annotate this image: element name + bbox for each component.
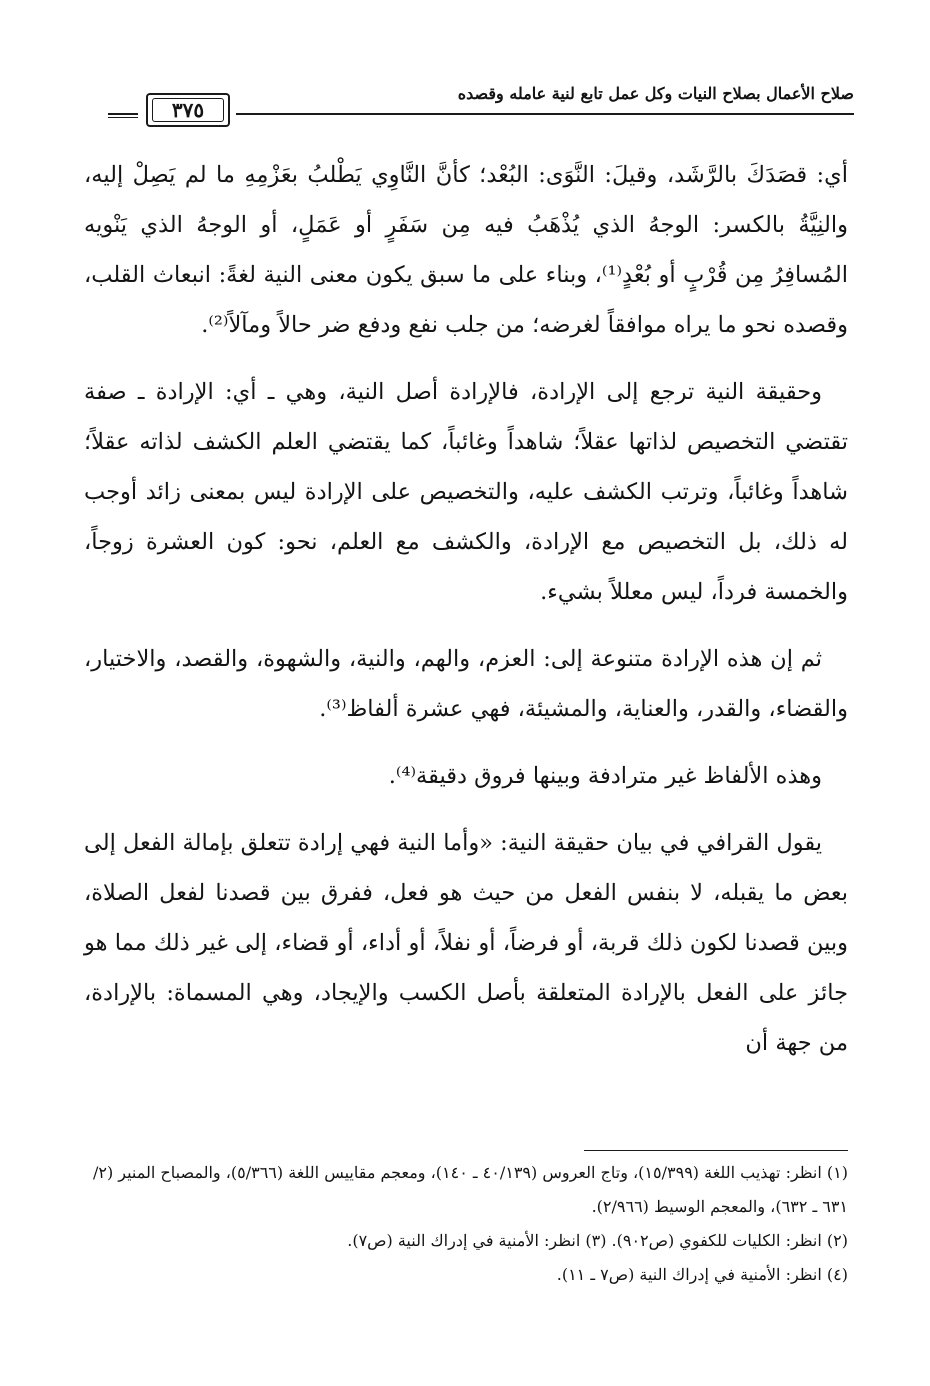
paragraph: أي: قصَدَكَ بالرَّشَد، وقيلَ: النَّوَى: البُعْد؛ كأنَّ النَّاوِي يَطْلبُ بعَزْمِهِ ما لم يَصِلْ إليه، والنِيَّةُ بالكسر: الوجهُ الذي يُذْهَبُ فيه مِن سَفَرٍ أو عَمَلٍ، أو الوجهُ الذي يَنْويه المُسافِرُ مِن قُرْبٍ أو بُعْدٍ⁽¹⁾، وبناء على ما سبق يكون معنى النية لغةً: انبعاث القلب، وقصده نحو ما يراه موافقاً لغرضه؛ من جلب نفع ودفع ضر حالاً ومآلاً⁽²⁾. — [84, 162, 848, 338]
footnotes — [84, 1156, 848, 1292]
header-rule-left-thin — [108, 117, 138, 118]
page-number: ٣٧٥ — [171, 98, 205, 122]
paragraph: وحقيقة النية ترجع إلى الإرادة، فالإرادة أصل النية، وهي ـ أي: الإرادة ـ صفة تقتضي التخصيص لذاتها عقلاً؛ شاهداً وغائباً، كما يقتضي العلم الكشف لذاته عقلاً؛ شاهداً وغائباً، وترتب الكشف عليه، والتخصيص على الإرادة ليس بمعنى زائد أوجب له ذلك، بل التخصيص مع الإرادة، والكشف مع العلم، نحو: كون العشرة زوجاً، والخمسة فرداً، ليس معللاً بشيء. — [84, 379, 848, 605]
running-title: صلاح الأعمال بصلاح النيات وكل عمل تابع لنية عامله وقصده — [457, 84, 854, 103]
footnote: (٤) انظر: الأمنية في إدراك النية (ص٧ ـ ١١). — [556, 1265, 848, 1284]
main-text — [84, 150, 848, 1085]
header-rule-left — [108, 113, 138, 115]
footnote-separator — [584, 1150, 848, 1151]
footnote: (١) انظر: تهذيب اللغة (١٥/٣٩٩)، وتاج العروس (٤٠/١٣٩ ـ ١٤٠)، ومعجم مقاييس اللغة (٥/٣٦٦)، والمصباح المنير (٢/ ٦٣١ ـ ٦٣٢)، والمعجم الوسيط (٢/٩٦٦). — [92, 1163, 848, 1216]
page-header — [108, 78, 854, 128]
page-number-frame — [146, 93, 230, 127]
paragraph: يقول القرافي في بيان حقيقة النية: «وأما النية فهي إرادة تتعلق بإمالة الفعل إلى بعض ما يقبله، لا بنفس الفعل من حيث هو فعل، ففرق بين قصدنا لفعل الصلاة، وبين قصدنا لكون ذلك قربة، أو فرضاً، أو نفلاً، أو أداء، أو قضاء، إلى غير ذلك مما هو جائز على الفعل بالإرادة المتعلقة بأصل الكسب والإيجاد، وهي المسماة: بالإرادة، من جهة أن — [84, 830, 848, 1056]
paragraph: وهذه الألفاظ غير مترادفة وبينها فروق دقيقة⁽⁴⁾. — [388, 763, 822, 789]
footnote: (٢) انظر: الكليات للكفوي (ص٩٠٢). (٣) انظر: الأمنية في إدراك النية (ص٧). — [347, 1231, 848, 1250]
paragraph: ثم إن هذه الإرادة متنوعة إلى: العزم، والهم، والنية، والشهوة، والقصد، والاختيار، والقضاء، والقدر، والعناية، والمشيئة، فهي عشرة ألفاظ⁽³⁾. — [84, 646, 848, 722]
header-rule — [236, 113, 854, 115]
